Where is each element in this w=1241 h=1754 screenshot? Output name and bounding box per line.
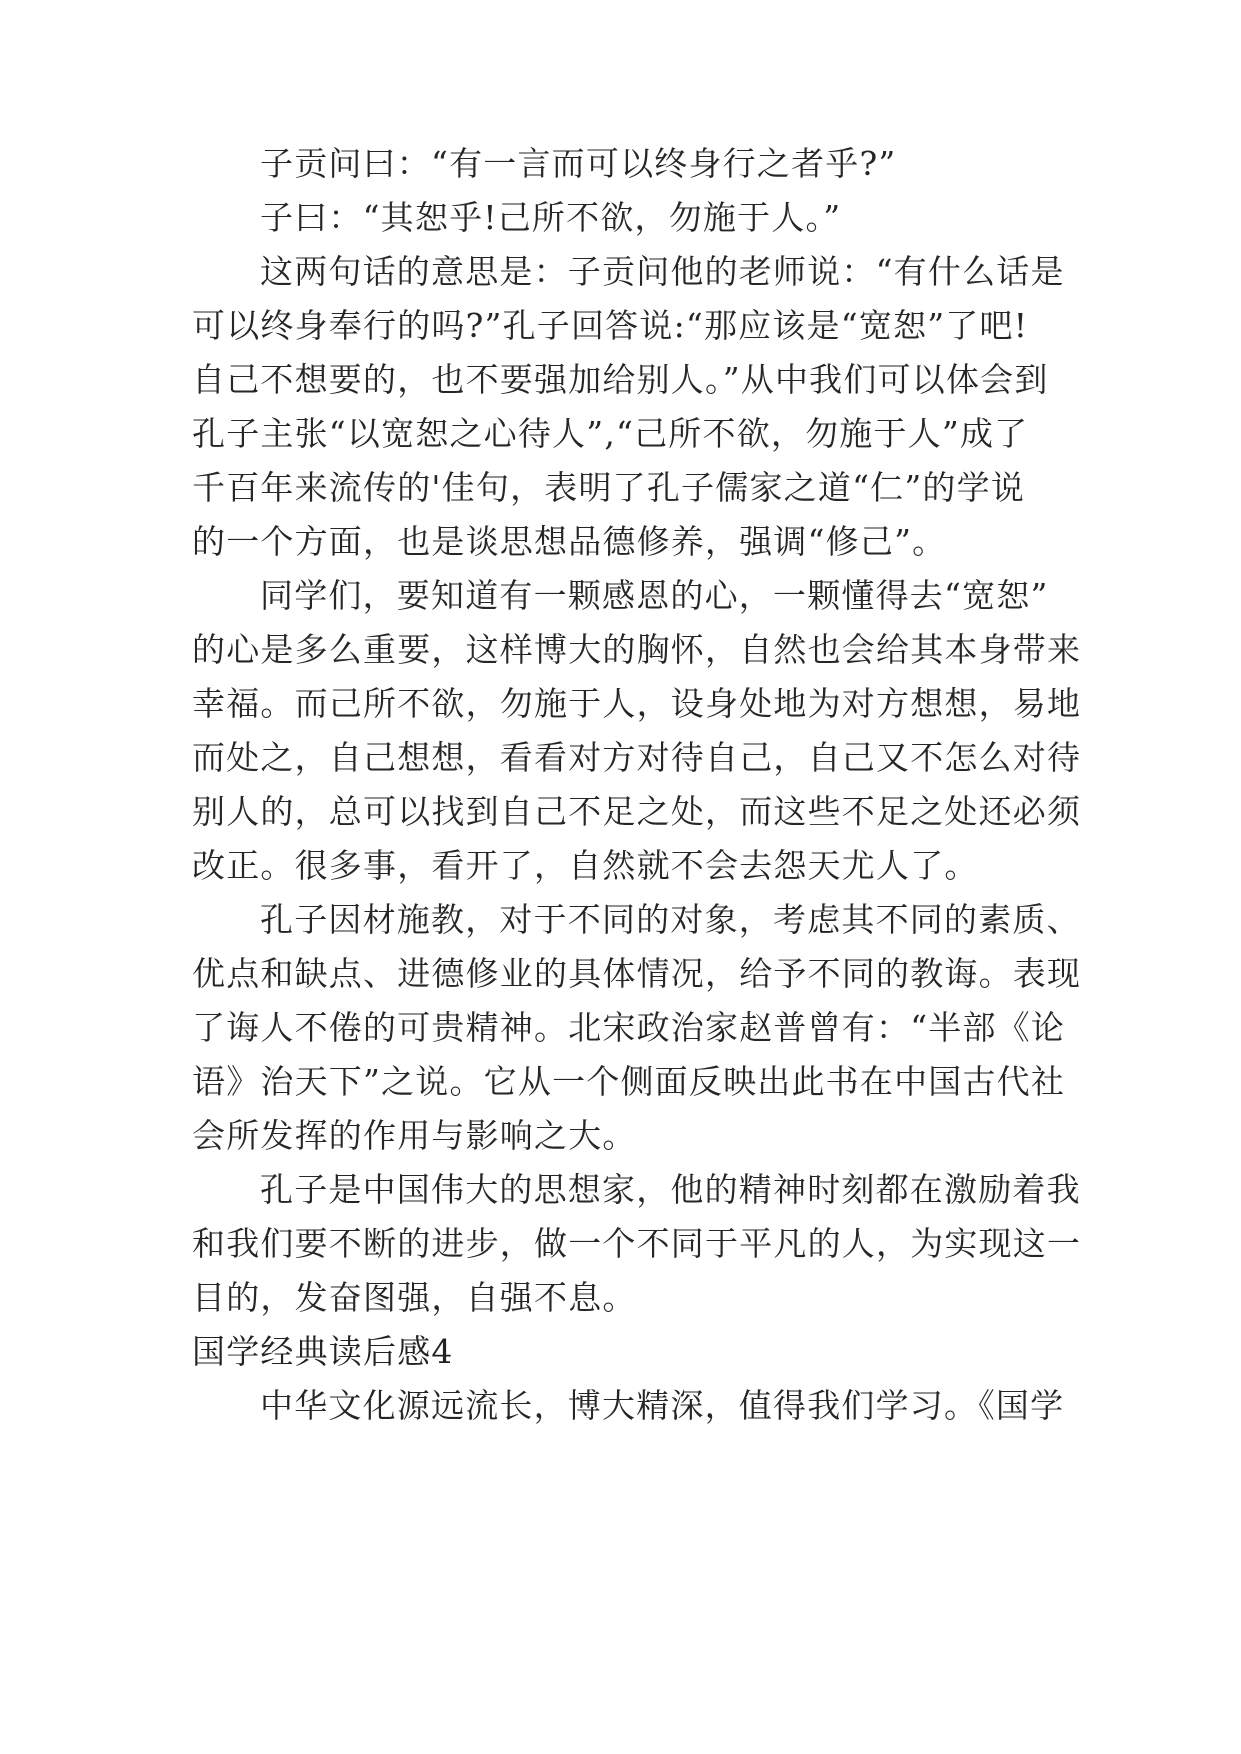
dialogue-answer-line: 子曰：“其恕乎!己所不欲，勿施于人。” [260,198,842,237]
explanation-line: 孔子主张“以宽恕之心待人”,“己所不欲，勿施于人”成了 [192,414,1029,453]
dialogue-question-line: 子贡问曰：“有一言而可以终身行之者乎?” [260,144,897,183]
gratitude-line: 幸福。而己所不欲，勿施于人，设身处地为对方想想，易地 [192,684,1082,723]
conclusion-line: 孔子是中国伟大的思想家，他的精神时刻都在激励着我 [260,1170,1081,1209]
explanation-line: 这两句话的意思是：子贡问他的老师说：“有什么话是 [260,252,1065,291]
explanation-line: 千百年来流传的'佳句，表明了孔子儒家之道“仁”的学说 [192,468,1026,507]
teaching-line: 优点和缺点、进德修业的具体情况，给予不同的教诲。表现 [192,954,1082,993]
conclusion-line: 目的，发奋图强，自强不息。 [192,1278,637,1317]
section-heading: 国学经典读后感4 [192,1332,454,1371]
gratitude-line: 别人的，总可以找到自己不足之处，而这些不足之处还必须 [192,792,1082,831]
explanation-line: 自己不想要的，也不要强加给别人。”从中我们可以体会到 [192,360,1049,399]
gratitude-line: 改正。很多事，看开了，自然就不会去怨天尤人了。 [192,846,979,885]
explanation-line: 可以终身奉行的吗?”孔子回答说:“那应该是“宽恕”了吧! [192,306,1029,345]
next-paragraph-line: 中华文化源远流长，博大精深，值得我们学习。《国学 [260,1386,1065,1425]
explanation-line: 的一个方面，也是谈思想品德修养，强调“修己”。 [192,522,947,561]
teaching-line: 孔子因材施教，对于不同的对象，考虑其不同的素质、 [260,900,1081,939]
teaching-line: 语》治天下”之说。它从一个侧面反映出此书在中国古代社 [192,1062,1066,1101]
teaching-line: 了诲人不倦的可贵精神。北宋政治家赵普曾有：“半部《论 [192,1008,1066,1047]
gratitude-line: 而处之，自己想想，看看对方对待自己，自己又不怎么对待 [192,738,1082,777]
gratitude-line: 同学们，要知道有一颗感恩的心，一颗懂得去“宽恕” [260,576,1049,615]
conclusion-line: 和我们要不断的进步，做一个不同于平凡的人，为实现这一 [192,1224,1082,1263]
gratitude-line: 的心是多么重要，这样博大的胸怀，自然也会给其本身带来 [192,630,1082,669]
teaching-line: 会所发挥的作用与影响之大。 [192,1116,637,1155]
